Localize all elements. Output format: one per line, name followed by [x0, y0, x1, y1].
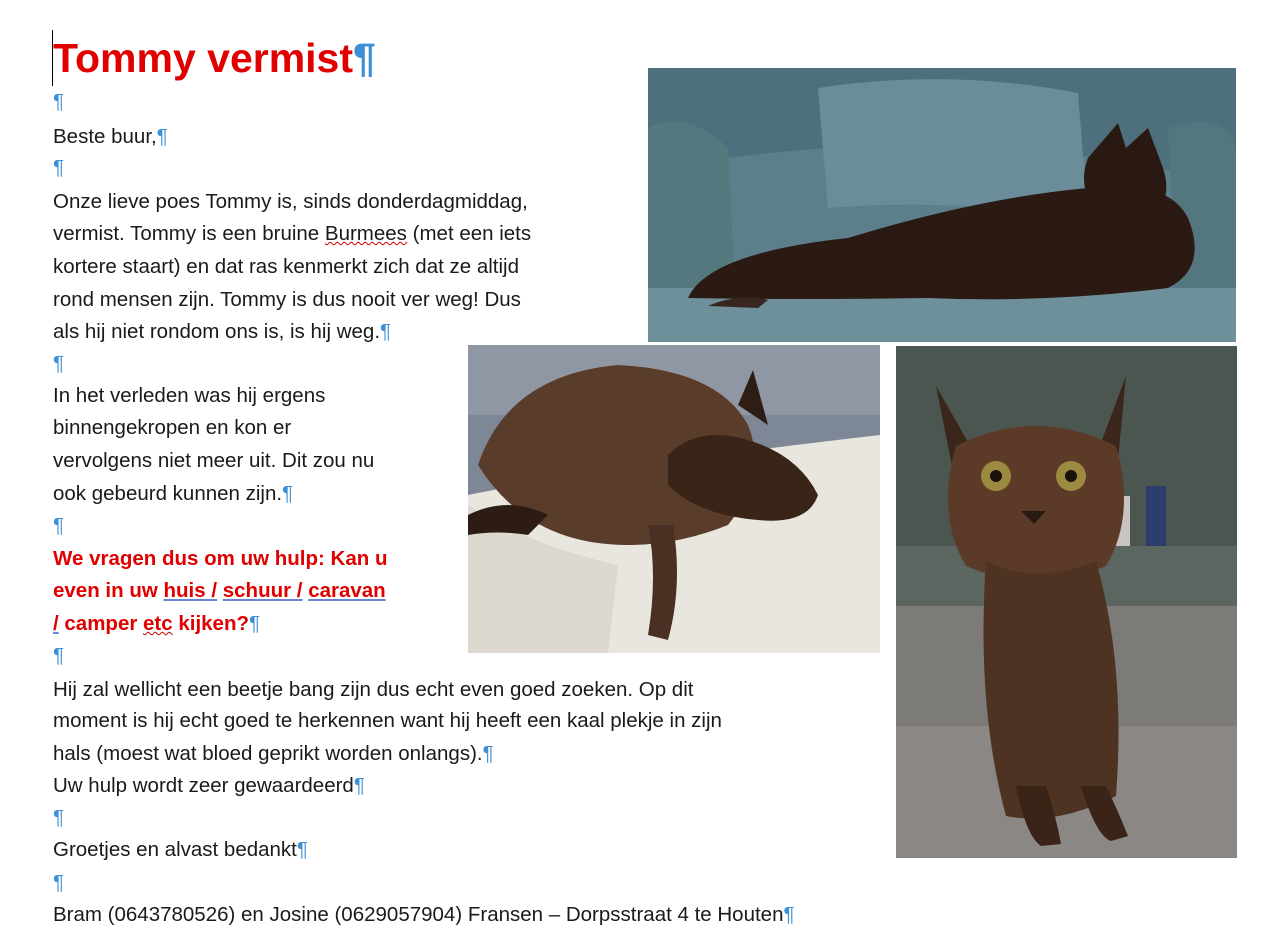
document-title[interactable]: Tommy vermist¶ — [53, 35, 376, 81]
past-line[interactable]: binnengekropen en kon er — [53, 416, 292, 439]
empty-paragraph[interactable]: ¶ — [53, 806, 65, 829]
intro-line[interactable]: vermist. Tommy is een bruine Burmees (met een iets — [53, 222, 532, 245]
intro-line[interactable]: Onze lieve poes Tommy is, sinds donderdagmiddag, — [53, 190, 528, 213]
pilcrow-mark: ¶ — [353, 35, 376, 81]
request-line[interactable]: even in uw huis / schuur / caravan — [53, 579, 386, 602]
past-line[interactable]: vervolgens niet meer uit. Dit zou nu — [53, 449, 375, 472]
search-line[interactable]: moment is hij echt goed te herkennen want hij heeft een kaal plekje in zijn — [53, 709, 722, 732]
empty-paragraph[interactable]: ¶ — [53, 871, 65, 894]
appreciation-paragraph[interactable]: Uw hulp wordt zeer gewaardeerd¶ — [53, 774, 365, 797]
request-line[interactable]: We vragen dus om uw hulp: Kan u — [53, 547, 388, 570]
empty-paragraph[interactable]: ¶ — [53, 644, 65, 667]
search-line[interactable]: Hij zal wellicht een beetje bang zijn dus echt even goed zoeken. Op dit — [53, 678, 694, 701]
request-line[interactable]: / camper etc kijken?¶ — [53, 612, 261, 635]
spelling-flag[interactable]: etc — [143, 612, 173, 635]
empty-paragraph[interactable]: ¶ — [53, 90, 65, 113]
intro-line[interactable]: rond mensen zijn. Tommy is dus nooit ver weg! Dus — [53, 288, 521, 311]
intro-line[interactable]: als hij niet rondom ons is, is hij weg.¶ — [53, 320, 392, 343]
search-line[interactable]: hals (moest wat bloed geprikt worden onlangs).¶ — [53, 742, 494, 765]
cat-on-armchair-photo[interactable] — [648, 68, 1236, 342]
cat-sitting-photo[interactable] — [896, 346, 1237, 858]
spelling-flag[interactable]: Burmees — [324, 222, 407, 245]
intro-line[interactable]: kortere staart) en dat ras kenmerkt zich dat ze altijd — [53, 255, 520, 278]
past-line[interactable]: ook gebeurd kunnen zijn.¶ — [53, 482, 294, 505]
signature-paragraph[interactable]: Bram (0643780526) en Josine (0629057904) Fransen – Dorpsstraat 4 te Houten¶ — [53, 903, 795, 926]
greeting-paragraph[interactable]: Beste buur,¶ — [53, 125, 168, 148]
cat-sleeping-photo[interactable] — [468, 345, 880, 653]
empty-paragraph[interactable]: ¶ — [53, 156, 65, 179]
closing-paragraph[interactable]: Groetjes en alvast bedankt¶ — [53, 838, 308, 861]
past-line[interactable]: In het verleden was hij ergens — [53, 384, 326, 407]
empty-paragraph[interactable]: ¶ — [53, 514, 65, 537]
empty-paragraph[interactable]: ¶ — [53, 352, 65, 375]
